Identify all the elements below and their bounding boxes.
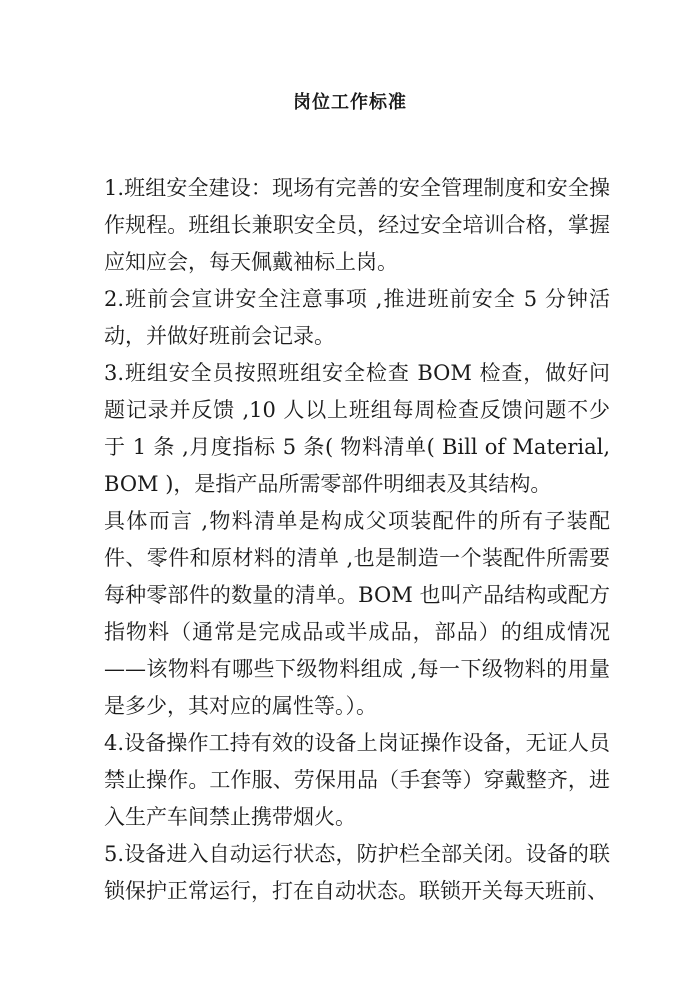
paragraph-6: 5.设备进入自动运行状态，防护栏全部关闭。设备的联锁保护正常运行，打在自动状态。联锁开关每天班前、 — [104, 842, 610, 903]
paragraph-3: 3.班组安全员按照班组安全检查 BOM 检查，做好问题记录并反馈 ,10 人以上班组每周检查反馈问题不少于 1 条 ,月度指标 5 条( 物料清单( Bill of Material, BOM )，是指产品所需零部件明细表及其结构。 — [104, 361, 610, 496]
document-body — [104, 170, 610, 910]
paragraph-1: 1.班组安全建设：现场有完善的安全管理制度和安全操作规程。班组长兼职安全员，经过安全培训合格，掌握应知应会，每天佩戴袖标上岗。 — [104, 176, 610, 274]
paragraph-2: 2.班前会宣讲安全注意事项 ,推进班前安全 5 分钟活动，并做好班前会记录。 — [104, 287, 610, 348]
document-title: 岗位工作标准 — [293, 92, 407, 113]
paragraph-5: 4.设备操作工持有效的设备上岗证操作设备，无证人员禁止操作。工作服、劳保用品（手套等）穿戴整齐，进入生产车间禁止携带烟火。 — [104, 731, 610, 829]
paragraph-4: 具体而言 ,物料清单是构成父项装配件的所有子装配件、零件和原材料的清单 ,也是制造一个装配件所需要每种零部件的数量的清单。BOM 也叫产品结构或配方指物料（通常是完成品或半成品，部品）的组成情况——该物料有哪些下级物料组成 ,每一下级物料的用量是多少，其对应的属性等。）。 — [104, 509, 610, 718]
